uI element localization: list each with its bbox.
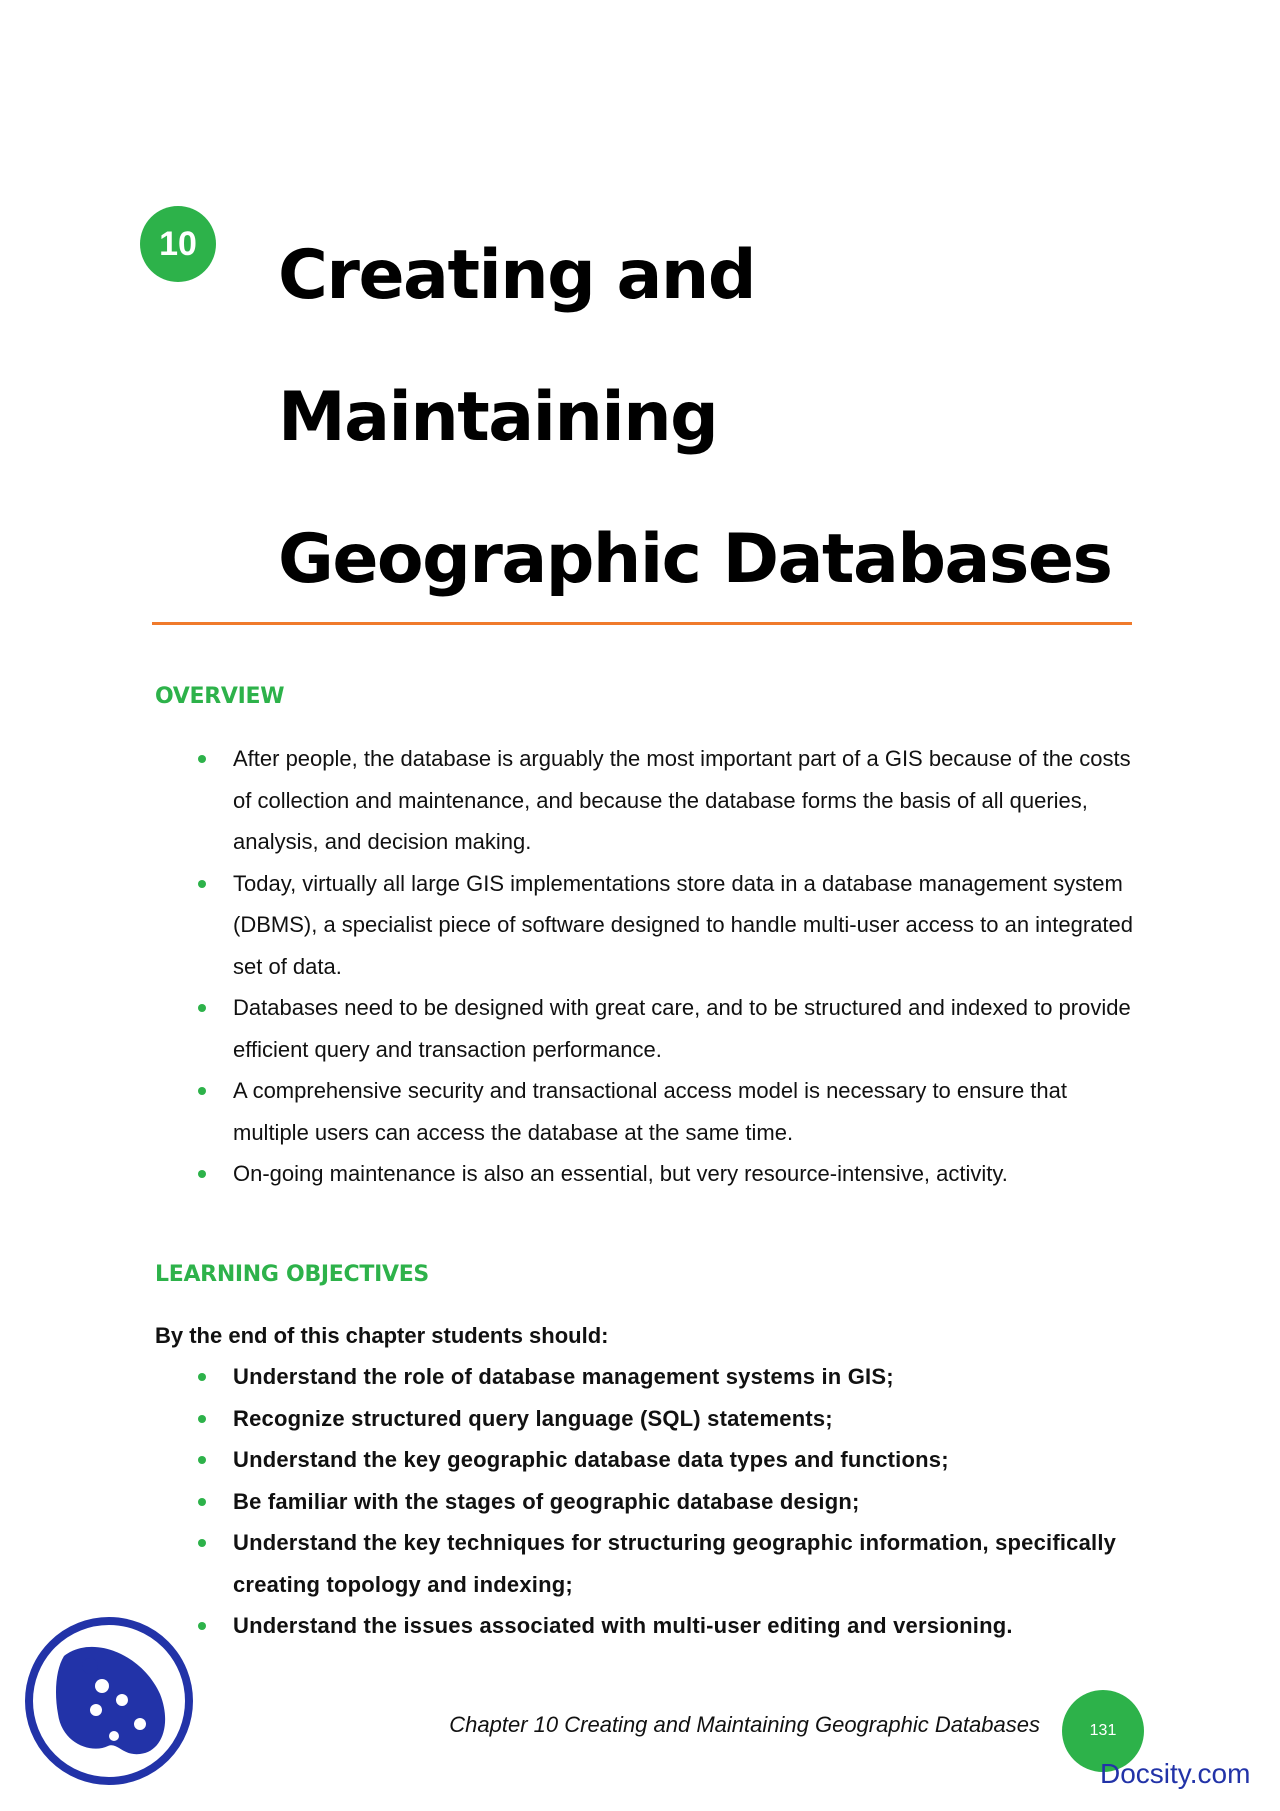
title-divider [152,622,1132,625]
list-item-text: Today, virtually all large GIS implementations store data in a database management system (DBMS), a specialist piece of software designed to handle multi-user access to an integrated set of data. [233,870,1134,979]
running-footer-title: Chapter 10 Creating and Maintaining Geographic Databases [449,1712,1040,1737]
list-item-text: After people, the database is arguably the most important part of a GIS because of the costs of collection and maintenance, and because the database forms the basis of all queries, analysis, and decision making. [233,746,1131,854]
objectives-lead: By the end of this chapter students should: [155,1323,609,1348]
chapter-title-line: Creating and Maintaining [278,236,755,457]
objectives-list [196,1356,1136,1647]
chapter-title [278,205,1178,631]
list-item [196,863,1136,988]
bullet-dot-icon [198,1004,206,1012]
list-item-text: Understand the key techniques for structuring geographic information, specifically creating topology and indexing; [233,1530,1117,1597]
list-item-text: Be familiar with the stages of geographic database design; [233,1488,860,1514]
bullet-dot-icon [198,1415,206,1423]
bullet-dot-icon [198,1539,206,1547]
list-item [196,987,1136,1070]
bullet-dot-icon [198,1456,206,1464]
list-item-text: Understand the key geographic database data types and functions; [233,1447,949,1472]
list-item [196,738,1136,863]
bullet-dot-icon [198,1170,206,1178]
chapter-number-badge: 10 [140,206,216,282]
learning-objectives-heading: LEARNING OBJECTIVES [155,1262,429,1287]
overview-heading: OVERVIEW [155,684,285,709]
bullet-dot-icon [198,1373,206,1381]
bullet-dot-icon [198,755,206,763]
list-item [196,1153,1136,1195]
list-item [196,1481,1136,1523]
list-item-text: Understand the issues associated with multi-user editing and versioning. [233,1613,1013,1638]
bullet-dot-icon [198,1087,206,1095]
bullet-dot-icon [198,1622,206,1630]
list-item-text: Databases need to be designed with great care, and to be structured and indexed to provide efficient query and transaction performance. [233,995,1131,1062]
list-item [196,1398,1136,1440]
list-item [196,1439,1136,1481]
list-item-text: A comprehensive security and transactional access model is necessary to ensure that multiple users can access the database at the same time. [233,1078,1067,1145]
bullet-dot-icon [198,880,206,888]
docsity-watermark-link[interactable]: Docsity.com [1100,1758,1251,1789]
page-number-badge: 131 [1062,1690,1144,1772]
list-item-text: Recognize structured query language (SQL) statements; [233,1405,833,1431]
list-item [196,1605,1136,1647]
list-item [196,1356,1136,1398]
docsity-logo-icon[interactable] [22,1614,197,1789]
list-item-text: Understand the role of database management systems in GIS; [233,1364,894,1389]
list-item-text: On-going maintenance is also an essential, but very resource-intensive, activity. [233,1161,1008,1186]
bullet-dot-icon [198,1498,206,1506]
overview-list [196,738,1136,1195]
list-item [196,1070,1136,1153]
list-item [196,1522,1136,1605]
chapter-title-line: Geographic Databases [278,520,1112,599]
